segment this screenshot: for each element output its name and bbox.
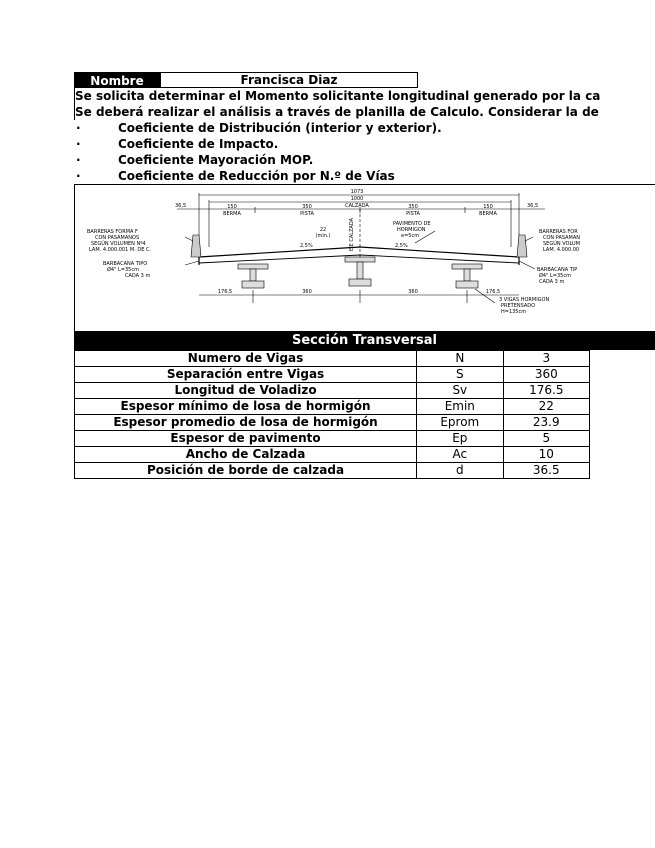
railing-left-1: BARRERAS FORMA F [87, 229, 138, 235]
row-description: Espesor de pavimento [75, 431, 417, 447]
row-value[interactable]: 360 [503, 367, 589, 383]
bullet-item [74, 136, 655, 152]
barrier-left [191, 235, 201, 257]
row-description: Posición de borde de calzada [75, 463, 417, 479]
dim-pista-left: 350 [302, 204, 312, 210]
dim-pista-right: 350 [408, 204, 418, 210]
table-row [75, 351, 590, 367]
drain-right-1: BARBACANA TIP [537, 267, 578, 273]
table-row [75, 399, 590, 415]
section-title: Sección Transversal [74, 331, 655, 350]
dim-calzada: 1000 [350, 196, 364, 202]
table-row [75, 383, 590, 399]
dim-bottom-left: 176,5 [217, 289, 233, 295]
row-value[interactable]: 3 [503, 351, 589, 367]
label-pista-right: PISTA [406, 211, 420, 217]
drain-right-2: Ø4" L=35cm [539, 273, 571, 279]
row-symbol: Emin [417, 399, 503, 415]
bullet-item [74, 168, 655, 184]
label-berma-left: BERMA [223, 211, 241, 217]
row-value[interactable]: 36.5 [503, 463, 589, 479]
drain-left-2: Ø4" L=35cm [107, 267, 139, 273]
bullet-item [74, 120, 655, 136]
row-symbol: S [417, 367, 503, 383]
cross-section-svg [75, 185, 655, 331]
row-value[interactable]: 23.9 [503, 415, 589, 431]
pavement-note-1: PAVIMENTO DE [393, 221, 431, 227]
row-description: Ancho de Calzada [75, 447, 417, 463]
dim-edge-left: 36,5 [175, 203, 187, 209]
slab-min: (min.) [315, 233, 331, 239]
label-calzada: CALZADA [345, 203, 369, 209]
dim-berma-right: 150 [483, 204, 493, 210]
row-value[interactable]: 5 [503, 431, 589, 447]
row-symbol: Sv [417, 383, 503, 399]
statement-line-2: Se deberá realizar el análisis a través de planilla de Calculo. Considerar la de [75, 105, 599, 119]
bullet-text: Coeficiente Mayoración MOP. [118, 153, 314, 167]
label-berma-right: BERMA [479, 211, 497, 217]
name-label: Nombre [74, 72, 160, 88]
row-symbol: Ep [417, 431, 503, 447]
bullet-text: Coeficiente de Reducción por N.º de Vías [118, 169, 395, 183]
cross-section-drawing [74, 184, 655, 331]
table-row [75, 431, 590, 447]
row-symbol: d [417, 463, 503, 479]
drain-right-3: CADA 3 m [539, 279, 565, 285]
bullet-text: Coeficiente de Distribución (interior y exterior). [118, 121, 442, 135]
beams-note-2: PRETENSADO [501, 303, 536, 309]
pavement-note-2: HORMIGON [397, 227, 426, 233]
railing-left-3: SEGÚN VOLUMEN Nº4 [91, 241, 146, 247]
table-row [75, 367, 590, 383]
row-symbol: N [417, 351, 503, 367]
worksheet [74, 72, 655, 479]
bullet-dot: · [76, 169, 81, 183]
row-symbol: Ac [417, 447, 503, 463]
slope-right: 2,5% [395, 243, 408, 249]
slab-thickness: 22 [319, 227, 327, 233]
row-description: Espesor mínimo de losa de hormigón [75, 399, 417, 415]
dim-bottom-mid1: 360 [302, 289, 312, 295]
label-pista-left: PISTA [300, 211, 314, 217]
railing-right-3: SEGÚN VOLUM [543, 241, 580, 247]
row-description: Separación entre Vigas [75, 367, 417, 383]
row-description: Numero de Vigas [75, 351, 417, 367]
name-row [74, 72, 655, 88]
row-value[interactable]: 22 [503, 399, 589, 415]
row-symbol: Eprom [417, 415, 503, 431]
table-row [75, 463, 590, 479]
dim-total: 1073 [350, 189, 364, 195]
row-value[interactable]: 10 [503, 447, 589, 463]
dim-bottom-mid2: 360 [408, 289, 418, 295]
bullet-dot: · [76, 121, 81, 135]
bullet-dot: · [76, 137, 81, 151]
drain-left-1: BARBACANA TIPO [103, 261, 148, 267]
name-value[interactable]: Francisca Diaz [160, 72, 418, 88]
beams-note-3: H=135cm [501, 309, 527, 315]
bullet-text: Coeficiente de Impacto. [118, 137, 279, 151]
axis-label: EJE CALZADA [349, 217, 355, 251]
slope-left: 2,5% [300, 243, 313, 249]
bullet-item [74, 152, 655, 168]
section-table [74, 350, 590, 479]
drain-left-3: CADA 3 m [125, 273, 151, 279]
railing-right-2: CON PASAMAN [543, 235, 581, 241]
beam-right [452, 264, 482, 288]
barrier-right [517, 235, 527, 257]
beam-left [238, 264, 268, 288]
row-description: Espesor promedio de losa de hormigón [75, 415, 417, 431]
railing-right-1: BARRERAS FOR [539, 229, 578, 235]
table-row [75, 415, 590, 431]
row-value[interactable]: 176.5 [503, 383, 589, 399]
dim-edge-right: 36,5 [527, 203, 539, 209]
table-row [75, 447, 590, 463]
railing-left-4: LAM. 4.000.001 M. DE C. [89, 247, 152, 253]
railing-right-4: LAM. 4.000.00 [543, 247, 580, 253]
dim-berma-left: 150 [227, 204, 237, 210]
problem-statement [74, 88, 655, 120]
beams-note-1: 3 VIGAS HORMIGON [499, 297, 550, 303]
beam-center [345, 257, 375, 286]
railing-left-2: CON PASAMANOS [95, 235, 140, 241]
bullet-dot: · [76, 153, 81, 167]
pavement-note-3: e=5cm [401, 233, 420, 239]
statement-line-1: Se solicita determinar el Momento solicitante longitudinal generado por la ca [75, 89, 601, 103]
row-description: Longitud de Voladizo [75, 383, 417, 399]
dim-bottom-right: 176,5 [485, 289, 501, 295]
